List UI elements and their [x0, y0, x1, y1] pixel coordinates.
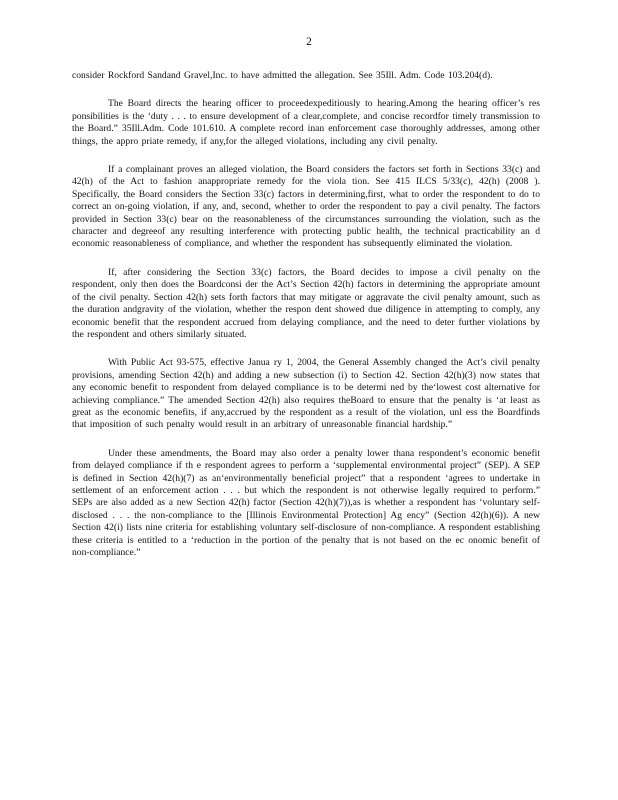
- paragraph-3: If a complainant proves an alleged violation, the Board considers the factors set forth in Sections 33(c) and 42(h) of the Act to fashion anappropriate remedy for the viola tion. See 415 ILCS 5/33(c), 42(h) (2008 ). Specifically, the Board considers the Section 33(c) factors in determining,first, what to order the respondent to do to correct an on-going violation, if any, and, second, whether to order the respondent to pay a civil penalty. The factors provided in Section 33(c) bear on the reasonableness of the circumstances surrounding the violation, such as the character and degreeof any resulting interference with protecting public health, the technical practicability an d economic reasonableness of compliance, and whether the respondent has subsequently eliminated the violation.: [72, 164, 540, 250]
- page-number: 2: [306, 36, 312, 48]
- paragraph-6: Under these amendments, the Board may also order a penalty lower thana respondent’s economic benefit from delayed compliance if th e respondent agrees to perform a ‘supplemental environmental project” (SEP). A SEP is defined in Section 42(h)(7) as an‘environmentally beneficial project” that a respondent ‘agrees to undertake in settlement of an enforcement action . . . but which the respondent is not otherwise legally required to perform.” SEPs are also added as a new Section 42(h) factor (Section 42(h)(7)),as is whether a respondent has ‘voluntary self-disclosed . . . the non-compliance to the [Illinois Environmental Protection] Ag ency” (Section 42(h)(6)). A new Section 42(i) lists nine criteria for establishing voluntary self-disclosure of non-compliance. A respondent establishing these criteria is entitled to a ‘reduction in the portion of the penalty that is not based on the ec onomic benefit of non-compliance.”: [72, 447, 540, 558]
- body-text: [72, 70, 540, 575]
- paragraph-5: With Public Act 93-575, effective Janua ry 1, 2004, the General Assembly changed the Act’s civil penalty provisions, amending Section 42(h) and adding a new subsection (i) to Section 42. Section 42(h)(3) now states that any economic benefit to respondent from delayed compliance is to be determi ned by the‘lowest cost alternative for achieving compliance.” The amended Section 42(h) also requires theBoard to ensure that the penalty is ‘at least as great as the economic benefits, if any,accrued by the respondent as a result of the violation, unl ess the Boardfinds that imposition of such penalty would result in an arbitrary of unreasonable financial hardship.”: [72, 357, 540, 431]
- paragraph-1: consider Rockford Sandand Gravel,Inc. to have admitted the allegation. See 35Ill. Adm. Code 103.204(d).: [72, 70, 493, 81]
- paragraph-4: If, after considering the Section 33(c) factors, the Board decides to impose a civil penalty on the respondent, only then does the Boardconsi der the Act’s Section 42(h) factors in determining the appropriate amount of the civil penalty. Section 42(h) sets forth factors that may mitigate or aggravate the civil penalty amount, such as the duration andgravity of the violation, whether the respon dent showed due diligence in attempting to comply, any economic benefit that the respondent accrued from delaying compliance, and the need to deter further violations by the respondent and others similarly situated.: [72, 266, 540, 340]
- paragraph-2: The Board directs the hearing officer to proceedexpeditiously to hearing.Among the hearing officer’s res ponsibilities is the ‘duty . . . to ensure development of a clear,complete, and concise recordfor timely transmission to the Board.” 35Ill.Adm. Code 101.610. A complete record inan enforcement case thoroughly addresses, among other things, the appro priate remedy, if any,for the alleged violations, including any civil penalty.: [72, 98, 540, 147]
